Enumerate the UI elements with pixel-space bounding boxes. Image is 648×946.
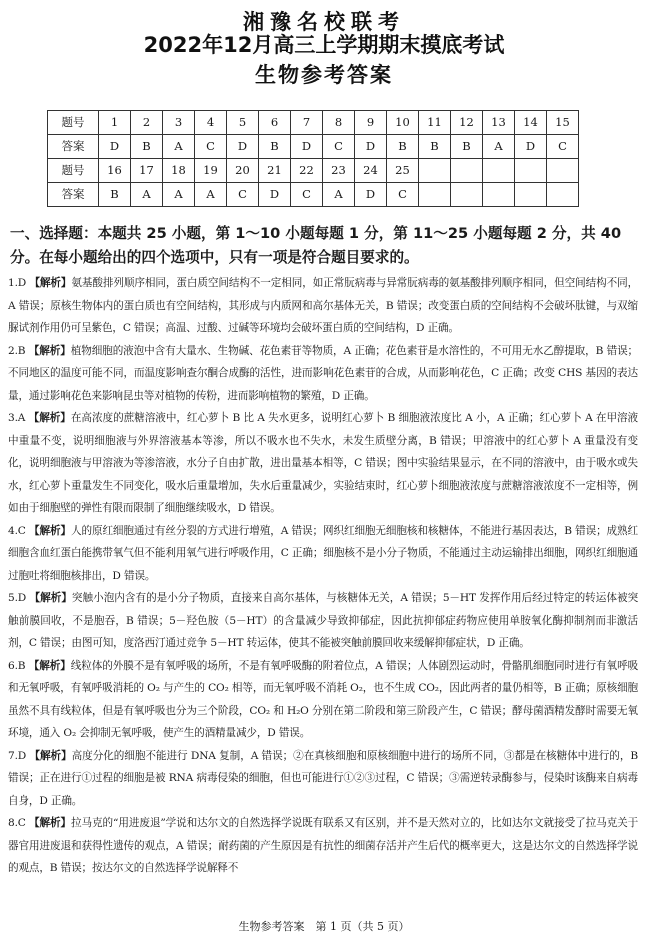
answer-table-header-cell: 答案 (48, 135, 99, 159)
explanation-item (8, 587, 638, 655)
answer-table-cell: B (451, 135, 483, 159)
analysis-tag: 【解析】 (29, 817, 72, 829)
answer-table-cell: A (323, 183, 355, 207)
answer-table-cell: A (131, 183, 163, 207)
explanation-text: 拉马克的“用进废退”学说和达尔文的自然选择学说既有联系又有区别，并不是天然对立的，比如达尔文就接受了拉马克关于器官用进废退和获得性遗传的观点，A 错误；耐药菌的产生原因是有抗性的细菌存活并产生后代的概率更大，这是达尔文的自然选择学说的观点，B 错误；按达尔文的自然选择学说解释不 (8, 817, 639, 874)
answer-table-cell: A (163, 183, 195, 207)
answer-table-cell: 9 (355, 111, 387, 135)
answer-table-cell: 2 (131, 111, 163, 135)
answer-table-cell: 12 (451, 111, 483, 135)
answer-table-cell: A (483, 135, 515, 159)
answer-table-cell: B (387, 135, 419, 159)
answer-table-cell: C (227, 183, 259, 207)
answer-table-cell: 19 (195, 159, 227, 183)
analysis-tag: 【解析】 (29, 749, 72, 762)
section-heading: 一、选择题：本题共 25 小题，第 1～10 小题每题 1 分，第 11～25 小题每题 2 分，共 40 分。在每小题给出的四个选项中，只有一项是符合题目要求的。 (10, 225, 622, 266)
answer-table-cell: 15 (547, 111, 579, 135)
answer-table-cell: D (259, 183, 291, 207)
question-number: 1.D (8, 277, 27, 289)
question-number: 7.D (8, 749, 27, 762)
explanation-text: 高度分化的细胞不能进行 DNA 复制，A 错误；②在真核细胞和原核细胞中进行的场所不同，③都是在核糖体中进行的，B 错误；正在进行①过程的细胞是被 RNA 病毒侵染的细胞，但也可能进行①②③过程，C 错误；③需逆转录酶参与，侵染时该酶来自病毒自身，D 正确。 (8, 749, 638, 807)
answer-table-cell: D (355, 135, 387, 159)
answer-table-cell: 21 (259, 159, 291, 183)
answer-table-cell: 23 (323, 159, 355, 183)
answer-table-cell: B (99, 183, 131, 207)
answer-table-cell: 20 (227, 159, 259, 183)
answer-table-cell: 24 (355, 159, 387, 183)
explanation-text: 线粒体的外膜不是有氧呼吸的场所，不是有氧呼吸酶的附着位点，A 错误；人体剧烈运动时，骨骼肌细胞同时进行有氧呼吸和无氧呼吸，有氧呼吸消耗的 O₂ 与产生的 CO₂ 相等，而无氧呼吸不消耗 O₂，也不生成 CO₂，因此两者的量仍相等，B 正确；原核细胞虽然不具有线粒体，但是有氧呼吸也分为三个阶段，CO₂ 和 H₂O 分别在第二阶段和第三阶段产生，C 错误；酵母菌酒精发酵时需要无氧环境，通入 O₂ 会抑制无氧呼吸，使产生的酒精量减少，D 错误。 (8, 659, 639, 739)
answer-table (47, 110, 579, 207)
answer-table-cell: B (131, 135, 163, 159)
explanation-text: 植物细胞的液泡中含有大量水、生物碱、花色素苷等物质，A 正确；花色素苷是水溶性的，不可用无水乙醇提取，B 错误；不同地区的温度可能不同，而温度影响查尔酮合成酶的活性，进而影响花色素苷的合成，从而影响花色，C 正确；改变 CHS 基因的表达量，通过影响花色来影响昆虫等对植物的传粉，进而影响植物的繁殖，D 正确。 (8, 344, 639, 402)
question-number: 8.C (8, 817, 26, 829)
answer-table-cell (547, 159, 579, 183)
explanation-text: 人的原红细胞通过有丝分裂的方式进行增殖，A 错误；网织红细胞无细胞核和核糖体，不能进行基因表达，B 错误；成熟红细胞含血红蛋白能携带氧气但不能利用氧气进行呼吸作用，C 正确；细胞核不是小分子物质，不能通过主动运输排出细胞，网织红细胞通过胞吐将细胞核排出，D 错误。 (8, 524, 638, 582)
page-footer: 生物参考答案 第 1 页（共 5 页） (238, 920, 410, 933)
explanation-item (8, 340, 638, 408)
answer-table-cell: 13 (483, 111, 515, 135)
answer-table-cell: C (291, 183, 323, 207)
answer-table-cell: 6 (259, 111, 291, 135)
analysis-tag: 【解析】 (28, 412, 71, 424)
analysis-tag: 【解析】 (29, 592, 72, 604)
answer-table-cell: C (195, 135, 227, 159)
question-number: 5.D (8, 592, 27, 604)
explanation-item (8, 272, 638, 340)
answer-table-row (48, 159, 579, 183)
answer-table-cell: D (99, 135, 131, 159)
answer-table-cell: A (195, 183, 227, 207)
answer-table-row (48, 183, 579, 207)
exam-name-title: 2022年12月高三上学期期末摸底考试 (143, 33, 505, 57)
answer-table-cell (515, 183, 547, 207)
explanation-item (8, 812, 638, 880)
answer-table-cell: D (291, 135, 323, 159)
explanation-item (8, 745, 638, 813)
answer-table-cell: 22 (291, 159, 323, 183)
explanation-list (8, 272, 638, 880)
explanation-item (8, 407, 638, 520)
answer-table-cell: 8 (323, 111, 355, 135)
answer-table-cell: 11 (419, 111, 451, 135)
explanation-item (8, 520, 638, 588)
answer-table-cell (483, 183, 515, 207)
answer-table-cell: D (515, 135, 547, 159)
exam-union-title: 湘豫名校联考 (243, 10, 405, 34)
answer-table-cell: 10 (387, 111, 419, 135)
answer-table-cell: 14 (515, 111, 547, 135)
answer-table-header-cell: 答案 (48, 183, 99, 207)
question-number: 6.B (8, 659, 26, 672)
answer-table-cell: 7 (291, 111, 323, 135)
answer-table-cell (483, 159, 515, 183)
answer-table-header-cell: 题号 (48, 159, 99, 183)
answer-table-cell: D (227, 135, 259, 159)
answer-table-cell (547, 183, 579, 207)
question-number: 4.C (8, 524, 26, 537)
answer-table-cell: 17 (131, 159, 163, 183)
answer-table-cell: B (259, 135, 291, 159)
answer-table-cell (451, 183, 483, 207)
answer-table-cell: B (419, 135, 451, 159)
answer-table-cell: 18 (163, 159, 195, 183)
explanation-text: 在高浓度的蔗糖溶液中，红心萝卜 B 比 A 失水更多，说明红心萝卜 B 细胞液浓度比 A 小，A 正确；红心萝卜 A 在甲溶液中重量不变，说明细胞液与外界溶液基本等渗，所以不吸水也不失水，未发生质壁分离，B 错误；甲溶液中的红心萝卜 A 重量没有变化，说明细胞液与甲溶液为等渗溶液，水分子自由扩散，进出量基本相等，C 错误；图中实验结果显示，在不同的溶液中，由于吸水或失水，红心萝卜重量发生不同变化，吸水后重量增加，失水后重量减少，实验结束时，红心萝卜细胞液浓度与蔗糖溶液浓度不一定相等，例如由于细胞壁的弹性有限而限制了细胞继续吸水，D 错误。 (8, 412, 638, 514)
question-number: 3.A (8, 412, 26, 424)
answer-table-cell (419, 183, 451, 207)
answer-table-cell: C (323, 135, 355, 159)
answer-key-title: 生物参考答案 (255, 63, 393, 87)
answer-table-cell: C (387, 183, 419, 207)
answer-table-cell (451, 159, 483, 183)
answer-table-cell: 25 (387, 159, 419, 183)
answer-table-row (48, 111, 579, 135)
answer-table-cell: D (355, 183, 387, 207)
answer-table-cell (515, 159, 547, 183)
analysis-tag: 【解析】 (28, 344, 71, 357)
answer-table-cell: 4 (195, 111, 227, 135)
question-number: 2.B (8, 344, 26, 357)
analysis-tag: 【解析】 (28, 659, 71, 672)
explanation-item (8, 655, 638, 745)
answer-table-cell: 3 (163, 111, 195, 135)
answer-table-cell: 1 (99, 111, 131, 135)
explanation-text: 突触小泡内含有的是小分子物质，直接来自高尔基体，与核糖体无关，A 错误；5－HT 发挥作用后经过特定的转运体被突触前膜回收，不是胞吞，B 错误；5－羟色胺（5－HT）的含量减少导致抑郁症，因此抗抑郁症药物应使用单胺氧化酶抑制剂而非激活剂，C 错误；由图可知，度洛西汀通过竞争 5－HT 转运体，使其不能被突触前膜回收来缓解抑郁症状，D 正确。 (8, 592, 639, 649)
answer-table-cell: 16 (99, 159, 131, 183)
answer-table-cell: 5 (227, 111, 259, 135)
explanation-text: 氨基酸排列顺序相同，蛋白质空间结构不一定相同，如正常朊病毒与异常朊病毒的氨基酸排列顺序相同，但空间结构不同，A 错误；原核生物体内的蛋白质也有空间结构，其形成与内质网和高尔基体无关，B 错误；改变蛋白质的空间结构不会破坏肽键，与双缩脲试剂作用仍可呈紫色，C 错误；高温、过酸、过碱等环境均会破坏蛋白质的空间结构，D 正确。 (8, 277, 639, 334)
answer-table-cell: A (163, 135, 195, 159)
answer-table-row (48, 135, 579, 159)
analysis-tag: 【解析】 (29, 277, 72, 289)
answer-table-cell (419, 159, 451, 183)
answer-table-cell: C (547, 135, 579, 159)
answer-table-header-cell: 题号 (48, 111, 99, 135)
analysis-tag: 【解析】 (29, 524, 71, 537)
